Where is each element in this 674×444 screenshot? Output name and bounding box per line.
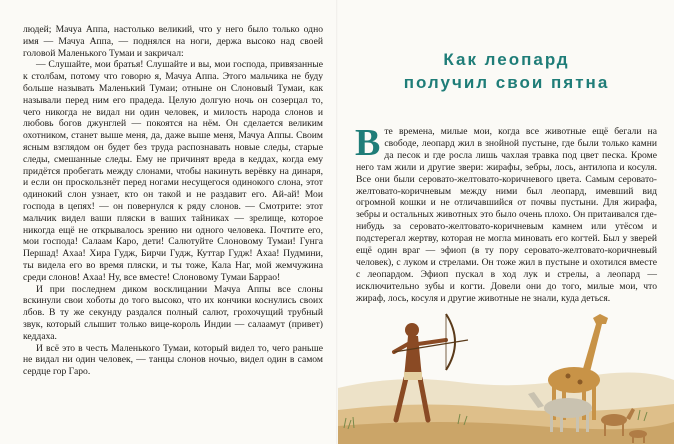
paragraph-3: И при последнем диком восклицании Мачуа Аппы все слоны вскинули свои хоботы до того высоко, что их кончики коснулись своих лбов. В ту же секунду раздался полный салют, грохочущий трубный звук, который слышит только вице-король Индии — салаамут (привет) кеддаха. xyxy=(23,283,323,342)
chapter-title xyxy=(356,0,657,126)
paragraph-2: — Слушайте, мои братья! Слушайте и вы, мои господа, привязанные к столбам, потому что говорю я, Мачуа Аппа. Этого мальчика не буду больше называть Маленький Тумаи; отныне он Слоновый Тумаи, как называли перед ним его прадеда. Целую долгую ночь он созерцал то, чего никогда не видал ни один человек, и милость народа слонов и любовь богов джунглей — покоятся на нём. Он сделается великим охотником, станет выше меня, да, даже выше меня, Мачуа Аппы. Своим ясным взглядом он будет без труда распознавать новые следы, старые следы, смешанные следы. Ему не причинят вреда в кеддах, когда ему придётся пробегать между слонами, чтобы накинуть верёвку на динаря, и если он проскользнёт перед ногами несущегося одинокого слона, этот одинокий слон узнает, кто он такой и не раздавит его. Ай-ай! Мои господа в цепях! — он повернулся к ряду слонов. — Смотрите: этот мальчик видел ваши пляски в ваших тайниках — зрелище, которое никогда ещё не открывалось зрению ни одного человека. Почтите его, мои господа! Салаам Каро, дети! Салютуйте Слоновому Тумаи! Гунга Першад! Ахаа! Хира Гудж, Бирчи Гудж, Куттар Гудж! Ахаа! Пудмини, ты видела его во время пляски, и ты тоже, Кала Наг, мой жемчужина среди слонов! Ахаа! Ну, все вместе! Слоновому Тумаи Барраo! xyxy=(23,59,323,283)
drop-cap: В xyxy=(355,122,381,164)
story-body: те времена, милые мои, когда все животные ещё бегали на свободе, леопард жил в знойной пустыне, где были только камни да песок и где росла лишь чахлая травка под цвет песка. Кроме него там жили и другие звери: жирафы, зебры, лось, антилопа и косуля. Все они были серовато-желтовато-коричневого цвета. Самым серовато-желтовато-коричневым между ними был леопард, имевший вид огромной кошки и не отличавшийся от почвы пустыни. Для жирафа, зебры и остальных животных это было очень плохо. Он притаивался где-нибудь за серовато-желтовато-коричневым камнем или утёсом и подстерегал жертву, которая не могла миновать его когтей. Был у зверей ещё один враг — эфиоп (в ту пору серовато-желтовато-коричневый человек), с луком и стрелами. Он тоже жил в пустыне и охотился вместе с леопардом. Эфиоп пускал в ход лук и стрелы, а леопард — исключительно зубы и когти. Довели они до того, милые мои, что жираф, лось, косуля и другие животные не знали, куда деться. xyxy=(356,126,657,304)
paragraph-1: людей; Мачуа Аппа, настолько великий, что у него было только одно имя — Мачуа Аппа, — поднялся на ноги, держа высоко над своей головой Маленького Тумаи и закричал: xyxy=(23,24,323,59)
chapter-title-line-2: получил свои пятна xyxy=(403,73,610,92)
chapter-title-line-1: Как леопард xyxy=(443,50,570,69)
story-text xyxy=(355,122,657,305)
paragraph-4: И всё это в честь Маленького Тумаи, который видел то, чего раньше не видал ни один человек, — танцы слонов ночью, видел один в самом сердце гор Гаро. xyxy=(23,342,323,378)
illustration-hunt-scene xyxy=(338,308,674,444)
